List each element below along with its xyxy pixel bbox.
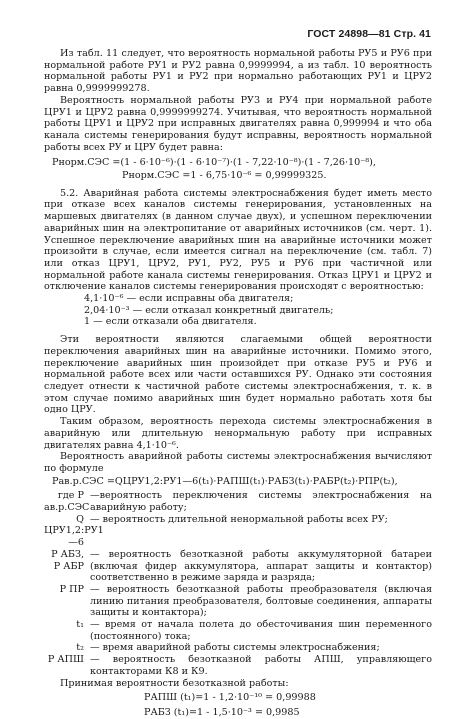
paragraph-accepting-probabilities: Принимая вероятности безотказной работы: [60,677,289,689]
formula-papsh: PАПШ (t₁)=1 - 1,2·10⁻¹⁰ = 0,99988 [144,692,316,704]
page-header: ГОСТ 24898—81 Стр. 41 [307,28,431,40]
definition-item [44,584,432,619]
paragraph-table-11: Из табл. 11 следует, что вероятность нормальной работы РУ5 и РУ6 при нормальной работе РУ1 и РУ2 равна 0,9999994, а из табл. 10 вероятность нормальной работы РУ1 и РУ2 при нормально работающих РУ1 и ЦРУ2 равна 0,9999999278. [44,48,432,95]
formula-emergency: Pав.р.СЭС =QЦРУ1,2:РУ1—6(t₁)·PАПШ(t₁)·PАБЗ(t₁)·PАБР(t₂)·PПР(t₂), [52,475,398,487]
definition-text: — вероятность длительной ненормальной работы всех РУ; [90,513,388,525]
paragraph-probabilities-sum: Эти вероятности являются слагаемыми общей вероятности переключения аварийных шин на аварийные источники. Помимо этого, переключение аварийных шин произойдет при отказе РУ5 и РУ6 и нормальной работе всех или части оставшихся РУ. Однако эти состояния следует отнести к частичной работе системы электроснабжения, т. к. в этом случае помимо аварийных шин будет нормально работать хотя бы одно ЦРУ. [44,334,432,416]
list-item-both-engines-failed: 1 — если отказали оба двигателя. [84,316,257,328]
definition-term: P АБЗ, P АБР [51,548,84,572]
definition-item [44,619,432,642]
formula-pnorm-result: Pнорм.СЭС =1 - 6,75·10⁻⁶ = 0,99999325. [122,170,327,182]
definition-term: P АПШ [47,654,84,666]
formula-pabz: PАБЗ (t₁)=1 - 1,5·10⁻³ = 0,9985 [144,706,300,718]
definition-text: — вероятность безотказной работы аккумуляторной батареи (включая фидер аккумулятора, аппарат защиты и контактор) соответственно в режиме заряда и разряда; [90,548,432,584]
definition-item [44,642,432,654]
definition-term: t₁ [76,619,84,631]
paragraph-transition-probability: Таким образом, вероятность перехода системы электроснабжения в аварийную или длительную ненормальную работу при исправных двигателях равна 4,1·10⁻⁶. [44,416,432,451]
formula-pnorm-product: Pнорм.СЭС =(1 - 6·10⁻⁶)·(1 - 6·10⁻⁷)·(1 - 7,22·10⁻⁸)·(1 - 7,26·10⁻⁸), [52,157,376,169]
list-item-one-engine-failed: 2,04·10⁻³ — если отказал конкретный двигатель; [84,304,334,316]
definition-term: где P ав.р.СЭС [44,490,90,514]
definition-text: — вероятность безотказной работы преобразователя (включая линию питания преобразователя, болтовые соединения, аппараты защиты и контактора); [90,583,432,619]
definition-item [44,549,432,584]
definition-text: — время аварийной работы системы электроснабжения; [90,642,380,654]
definition-term: t₂ [76,642,84,654]
definition-item [44,490,432,513]
paragraph-ru3-ru4: Вероятность нормальной работы РУ3 и РУ4 при нормальной работе ЦРУ1 и ЦРУ2 равна 0,9999999274. Учитывая, что вероятность нормальной работы ЦРУ1 и ЦРУ2 при исправных двигателях равна 0,999994 и что оба канала системы генерирования будут исправны, вероятность нормальной работы всех РУ и ЦРУ будет равна: [44,94,432,153]
paragraph-emergency-formula-intro: Вероятность аварийной работы системы электроснабжения вычисляют по формуле [44,451,432,474]
paragraph-5-2: 5.2. Аварийная работа системы электроснабжения будет иметь место при отказе всех каналов системы генерирования, установленных на маршевых двигателях (в данном случае двух), и успешном переключении аварийных шин на электропитание от аварийных источников (см. черт. 1). Успешное переключение аварийных шин на аварийные источники может произойти в случае, если имеется сигнал на переключение (см. табл. 7) или отказ ЦРУ1, ЦРУ2, РУ1, РУ2, РУ5 и РУ6 при частичной или нормальной работе канала системы генерирования. Отказ ЦРУ1 и ЦРУ2 и отключение каналов системы генерирования происходят с вероятностью: [44,187,432,293]
definition-text: — вероятность безотказной работы АПШ, управляющего контакторами К8 и К9. [90,654,432,677]
page-body [44,48,432,719]
definition-term: Q ЦРУ1,2:РУ1—6 [44,513,104,549]
definition-text: —вероятность переключения системы электроснабжения на аварийную работу; [90,490,432,514]
definition-item [44,654,432,677]
list-item-both-engines-ok: 4,1·10⁻⁶ — если исправны оба двигателя; [84,293,294,305]
definition-text: — время от начала полета до обесточивания шин переменного (постоянного) тока; [90,619,432,642]
definition-term: P ПР [59,583,84,595]
definition-item [44,514,432,549]
